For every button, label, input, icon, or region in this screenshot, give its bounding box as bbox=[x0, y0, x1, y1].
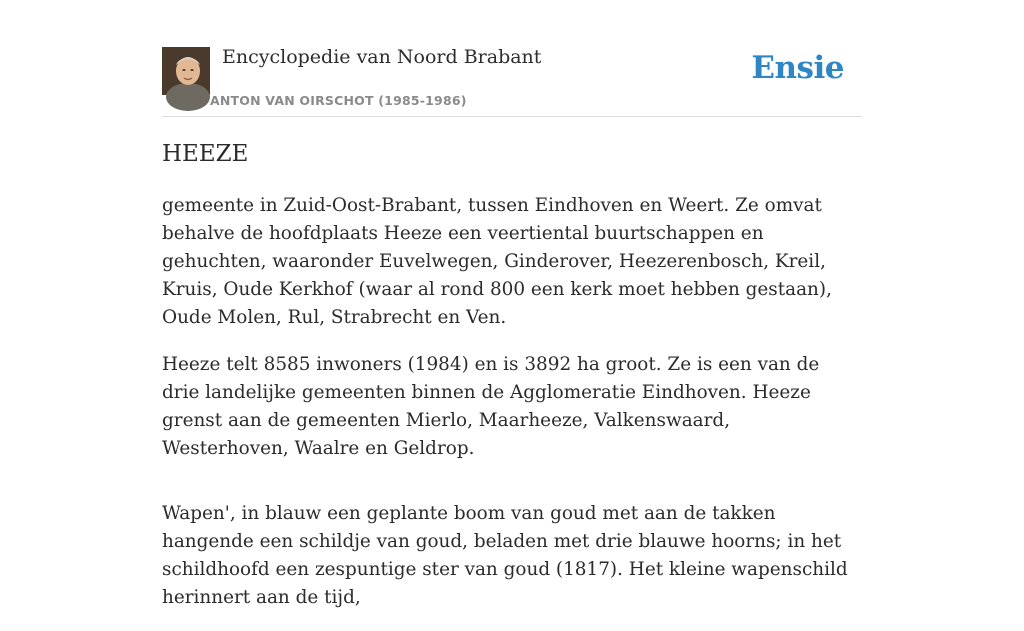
site-title[interactable]: Encyclopedie van Noord Brabant bbox=[222, 46, 542, 68]
article-paragraph: Wapen', in blauw een geplante boom van goud met aan de takken hangende een schildje van goud, beladen met drie blauwe hoorns; in het schildhoofd een zespuntige ster van goud (1817). Het kleine wapenschild herinnert aan de tijd, bbox=[162, 503, 848, 608]
page-header bbox=[162, 44, 862, 117]
article-paragraph: gemeente in Zuid-Oost-Brabant, tussen Eindhoven en Weert. Ze omvat behalve de hoofdplaats Heeze een veertiental buurtschappen en gehuchten, waaronder Euvelwegen, Ginderover, Heezerenbosch, Kreil, Kruis, Oude Kerkhof (waar al rond 800 een kerk moet hebben gestaan), Oude Molen, Rul, Strabrecht en Ven. bbox=[162, 195, 832, 328]
author-portrait-icon bbox=[162, 47, 210, 95]
article-title: HEEZE bbox=[162, 141, 249, 167]
author-avatar[interactable] bbox=[162, 47, 210, 95]
ensie-logo[interactable]: Ensie bbox=[751, 50, 844, 86]
article bbox=[162, 138, 862, 631]
author-name[interactable]: ANTON VAN OIRSCHOT (1985-1986) bbox=[210, 93, 467, 108]
article-paragraph: Heeze telt 8585 inwoners (1984) en is 3892 ha groot. Ze is een van de drie landelijke gemeenten binnen de Agglomeratie Eindhoven. Heeze grenst aan de gemeenten Mierlo, Maarheeze, Valkenswaard, Westerhoven, Waalre en Geldrop. bbox=[162, 354, 820, 459]
